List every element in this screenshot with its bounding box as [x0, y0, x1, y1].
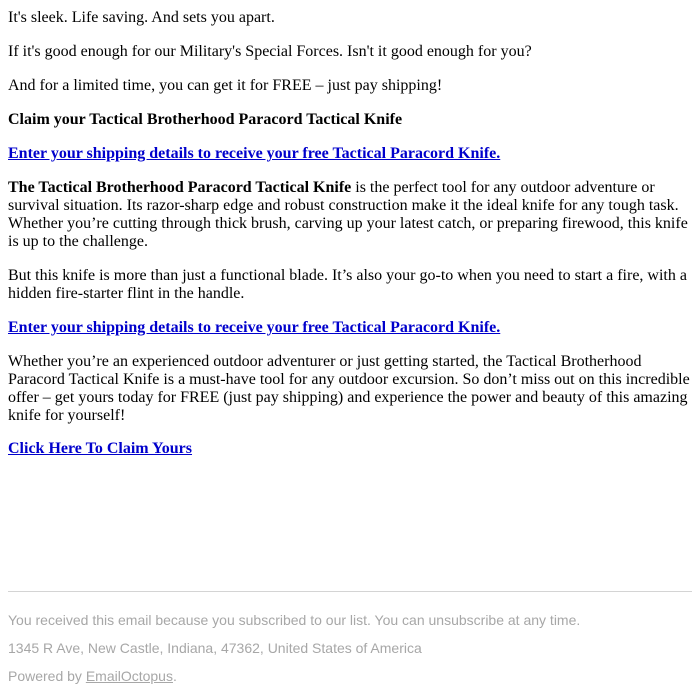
powered-by-prefix: Powered by [8, 668, 86, 684]
emailoctopus-link[interactable]: EmailOctopus [85, 668, 173, 684]
shipping-link-paragraph-2 [8, 319, 692, 337]
shipping-link-paragraph-1 [8, 145, 692, 163]
fire-starter-paragraph: But this knife is more than just a functional blade. It’s also your go-to when you need to start a fire, with a hidden fire-starter flint in the handle. [8, 267, 687, 302]
powered-by [8, 668, 177, 684]
mailing-address: 1345 R Ave, New Castle, Indiana, 47362, United States of America [8, 640, 422, 656]
shipping-details-link-2[interactable]: Enter your shipping details to receive your free Tactical Paracord Knife. [8, 319, 501, 336]
description-text: is the perfect tool for any outdoor adventure or survival situation. Its razor-sharp edge and robust construction make it the ideal knife for any tough task. Whether you’re cutting through thick brush, carving up your latest catch, or preparing firewood, this knife is up to the challenge. [8, 179, 688, 250]
footer-divider [8, 591, 692, 592]
claim-heading: Claim your Tactical Brotherhood Paracord Tactical Knife [8, 111, 403, 128]
claim-link-paragraph [8, 440, 692, 458]
powered-by-suffix: . [172, 668, 177, 684]
closing-paragraph: Whether you’re an experienced outdoor adventurer or just getting started, the Tactical Brotherhood Paracord Tactical Knife is a must-have tool for any outdoor excursion. So don’t miss out on this incredible offer – get yours today for FREE (just pay shipping) and experience the power and beauty of this amazing knife for yourself! [8, 353, 690, 424]
intro-paragraph: It's sleek. Life saving. And sets you apart. [8, 9, 275, 26]
claim-yours-link[interactable]: Click Here To Claim Yours [8, 440, 193, 457]
subscription-notice: You received this email because you subscribed to our list. You can unsubscribe at any time. [8, 612, 581, 628]
limited-time-paragraph: And for a limited time, you can get it for FREE – just pay shipping! [8, 77, 443, 94]
special-forces-paragraph: If it's good enough for our Military's Special Forces. Isn't it good enough for you? [8, 43, 532, 60]
description-paragraph [8, 179, 692, 251]
shipping-details-link-1[interactable]: Enter your shipping details to receive your free Tactical Paracord Knife. [8, 145, 501, 162]
product-name: The Tactical Brotherhood Paracord Tactical Knife [8, 179, 352, 196]
